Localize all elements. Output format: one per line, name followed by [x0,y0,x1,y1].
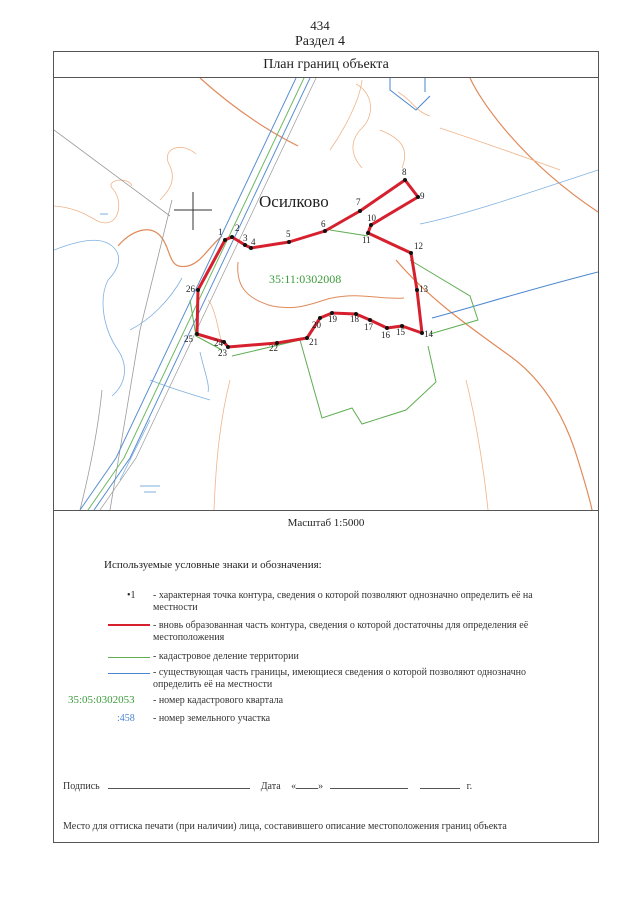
boundary-point-label-23: 23 [218,348,227,358]
grid-cross [174,192,212,230]
boundary-point-label-25: 25 [184,334,193,344]
legend-quarter-text: - номер кадастрового квартала [153,695,284,706]
boundary-point-6 [323,229,327,233]
boundary-point-label-8: 8 [402,167,407,177]
signature-row [63,779,472,792]
legend-point-text: - характерная точка контура, сведения о которой позволяют однозначно определить её на местности [153,590,533,613]
boundary-point-8 [403,178,407,182]
stamp-place-text: Место для оттиска печати (при наличии) лица, составившего описание местоположения границ объекта [63,821,507,832]
boundary-point-25 [195,332,199,336]
boundary-point-10 [369,223,373,227]
boundary-point-label-2: 2 [235,223,240,233]
section-title: Раздел 4 [294,34,346,49]
boundary-point-1 [223,238,227,242]
date-label: Дата [260,781,281,792]
legend-existing-text: - существующая часть границы, имеющиеся сведения о которой позволяют однозначно определить её на местности [153,667,526,690]
boundary-point-label-10: 10 [367,213,376,223]
boundary-point-label-22: 22 [269,343,278,353]
date-day-field[interactable] [296,779,318,789]
boundary-point-label-13: 13 [419,284,428,294]
date-close-quote: » [318,781,324,792]
boundary-point-label-16: 16 [381,330,390,340]
boundary-point-label-1: 1 [218,227,223,237]
boundary-point-label-21: 21 [309,337,318,347]
boundary-point-2 [230,235,234,239]
boundary-point-label-14: 14 [424,329,433,339]
cadastral-quarter-label: 35:11:0302008 [269,272,342,286]
village-name: Осилково [259,192,329,211]
signature-label: Подпись [63,781,100,792]
boundary-point-label-7: 7 [356,197,361,207]
legend-red-line [108,624,150,626]
boundary-map[interactable] [54,78,598,510]
boundary-point-label-20: 20 [312,320,321,330]
legend-parcel-text: - номер земельного участка [153,713,271,724]
boundary-point-label-17: 17 [364,322,373,332]
boundary-point-label-5: 5 [286,229,291,239]
plan-title: План границ объекта [53,51,599,78]
signature-field[interactable] [108,779,250,789]
cadastral-lines [190,230,478,424]
boundary-point-3 [243,243,247,247]
grey-lines [54,130,172,510]
legend-cadastral-text: - кадастровое деление территории [153,651,299,662]
legend-new-contour-text: - вновь образованная часть контура, сведения о которой достаточны для определения её местоположения [153,620,529,643]
boundary-point-label-11: 11 [362,235,371,245]
boundary-point-label-6: 6 [321,219,326,229]
boundary-point-26 [196,288,200,292]
boundary-point-5 [287,240,291,244]
boundary-point-label-3: 3 [243,233,248,243]
boundary-point-label-9: 9 [420,191,425,201]
boundary-point-label-19: 19 [328,314,337,324]
date-month-field[interactable] [330,779,408,789]
boundary-point-label-4: 4 [251,237,256,247]
boundary-point-label-18: 18 [350,314,359,324]
legend-blue-line [108,673,150,674]
legend-point-symbol: •1 [127,590,136,601]
date-open-quote: « [291,781,297,792]
year-suffix: г. [466,781,473,792]
legend-green-line [108,657,150,658]
boundary-point-label-12: 12 [414,241,423,251]
boundary-point-label-26: 26 [186,284,195,294]
map-scale: Масштаб 1:5000 [287,517,365,529]
boundary-point-label-15: 15 [396,327,405,337]
legend-parcel-sample: :458 [117,713,135,724]
marsh-symbols [100,214,160,492]
boundary-point-label-24: 24 [214,338,223,348]
boundary-point-12 [409,251,413,255]
map-divider [53,510,599,511]
boundary-point-7 [358,209,362,213]
date-year-field[interactable] [420,779,460,789]
page-number: 434 [310,18,330,33]
legend-title: Используемые условные знаки и обозначения: [104,559,322,571]
legend-quarter-sample: 35:05:0302053 [68,694,135,706]
